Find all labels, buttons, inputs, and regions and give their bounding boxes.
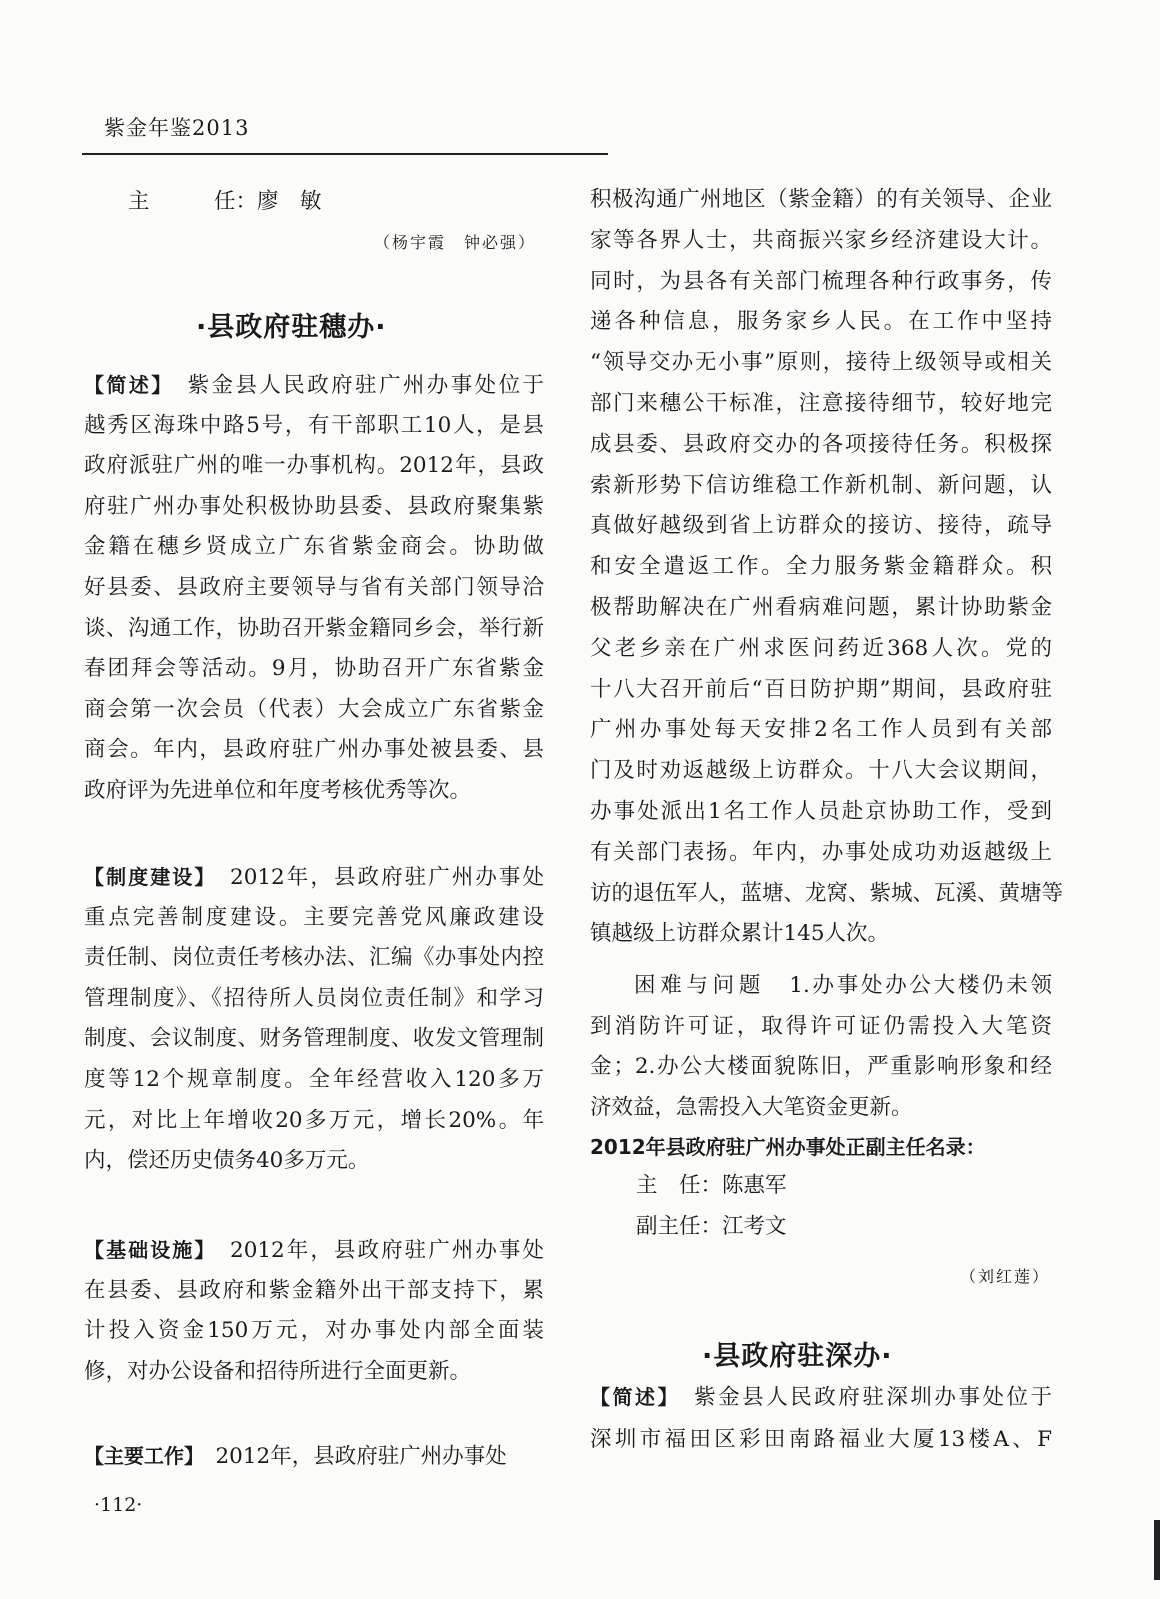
text-line: 政府派驻广州的唯一办事机构。2012年，县政 xyxy=(84,453,544,479)
text-span: 紫金县人民政府驻深圳办事处位于 xyxy=(670,1385,1052,1410)
director-line xyxy=(128,187,322,217)
roster-name: 陈惠军 xyxy=(722,1173,787,1198)
text-line xyxy=(84,1441,507,1472)
section-tag: 【简述】 xyxy=(590,1385,671,1409)
text-span: 2012年，县政府驻广州办事处 xyxy=(194,1444,507,1469)
text-span: 紫金县人民政府驻广州办事处位于 xyxy=(163,373,544,398)
text-line: 积极沟通广州地区（紫金籍）的有关领导、企业 xyxy=(590,187,1052,212)
text-line: 索新形势下信访维稳工作新机制、新问题，认 xyxy=(590,472,1052,498)
text-line: “领导交办无小事”原则，接待上级领导或相关 xyxy=(590,350,1052,376)
text-span: 1.办事处办公大楼仍未领 xyxy=(765,973,1052,998)
section-title-shenzhen: ·县政府驻深办· xyxy=(702,1341,893,1372)
text-line xyxy=(590,1382,1052,1413)
text-span: 2012年，县政府驻广州办事处 xyxy=(206,865,545,890)
inline-label: 困难与问题 xyxy=(634,973,766,998)
section-tag: 【制度建设】 xyxy=(84,865,207,889)
text-line: 父老乡亲在广州求医问药近368人次。党的 xyxy=(590,635,1052,661)
text-line xyxy=(634,971,1052,1001)
text-line: 政府评为先进单位和年度考核优秀等次。 xyxy=(84,778,472,803)
text-line: 春团拜会等活动。9月，协助召开广东省紫金 xyxy=(84,656,544,682)
director-label: 主 任： xyxy=(128,189,258,214)
running-title: 紫金年鉴2013 xyxy=(104,116,250,140)
text-line: 重点完善制度建设。主要完善党风廉政建设 xyxy=(84,904,544,930)
text-line: 越秀区海珠中路5号，有干部职工10人，是县 xyxy=(84,412,544,438)
text-line: 金籍在穗乡贤成立广东省紫金商会。协助做 xyxy=(84,534,544,560)
text-line: 深圳市福田区彩田南路福业大厦13楼A、F xyxy=(590,1427,1052,1452)
text-line: 谈、沟通工作，协助召开紫金籍同乡会，举行新 xyxy=(84,615,544,641)
bottom-signature: （刘红莲） xyxy=(960,1267,1051,1286)
text-line: 管理制度》、《招待所人员岗位责任制》和学习 xyxy=(84,985,544,1011)
text-line: 济效益，急需投入大笔资金更新。 xyxy=(590,1094,913,1120)
roster-item-director xyxy=(636,1171,787,1201)
text-line: 商会。年内，县政府驻广州办事处被县委、县 xyxy=(84,737,544,763)
text-line xyxy=(84,370,544,401)
text-line: 内，偿还历史债务40多万元。 xyxy=(84,1148,370,1174)
text-line: 成县委、县政府交办的各项接待任务。积极探 xyxy=(590,431,1052,457)
text-line: 部门来穗公干标准，注意接待细节，较好地完 xyxy=(590,391,1052,416)
text-line: 和安全遣返工作。全力服务紫金籍群众。积 xyxy=(590,554,1052,580)
text-line: 办事处派出1名工作人员赴京协助工作，受到 xyxy=(590,799,1052,824)
roster-title: 2012年县政府驻广州办事处正副主任名录： xyxy=(590,1135,986,1159)
roster-item-deputy xyxy=(636,1212,787,1242)
top-signature: （杨宇霞 钟必强） xyxy=(374,233,537,252)
text-line: 有关部门表扬。年内，办事处成功劝返越级上 xyxy=(590,839,1052,865)
roster-name: 江考文 xyxy=(722,1214,787,1239)
text-span: 2012年，县政府驻广州办事处 xyxy=(206,1238,545,1263)
text-line: 度等12个规章制度。全年经营收入120多万 xyxy=(84,1067,544,1092)
text-line xyxy=(84,1235,544,1266)
header-rule xyxy=(82,153,608,155)
text-line: 镇越级上访群众累计145人次。 xyxy=(590,921,890,947)
text-line: 金；2.办公大楼面貌陈旧，严重影响形象和经 xyxy=(590,1054,1052,1080)
text-line: 责任制、岗位责任考核办法、汇编《办事处内控 xyxy=(84,945,544,971)
text-line: 计投入资金150万元，对办事处内部全面装 xyxy=(84,1318,544,1344)
text-line: 广州办事处每天安排2名工作人员到有关部 xyxy=(590,717,1052,743)
text-line: 真做好越级到省上访群众的接访、接待，疏导 xyxy=(590,513,1052,539)
text-line: 递各种信息，服务家乡人民。在工作中坚持 xyxy=(590,309,1052,335)
text-line: 极帮助解决在广州看病难问题，累计协助紫金 xyxy=(590,595,1052,620)
section-title-guangzhou: ·县政府驻穗办· xyxy=(196,312,387,343)
section-tag: 【基础设施】 xyxy=(84,1238,207,1262)
text-line: 在县委、县政府和紫金籍外出干部支持下，累 xyxy=(84,1277,544,1303)
scan-edge-mark xyxy=(1154,1520,1160,1580)
section-tag: 【简述】 xyxy=(84,373,164,397)
text-line: 十八大召开前后“百日防护期”期间，县政府驻 xyxy=(590,676,1052,702)
text-line: 到消防许可证，取得许可证仍需投入大笔资 xyxy=(590,1013,1052,1039)
text-line: 府驻广州办事处积极协助县委、县政府聚集紫 xyxy=(84,493,544,519)
roster-role: 副主任： xyxy=(636,1214,723,1239)
text-line: 商会第一次会员（代表）大会成立广东省紫金 xyxy=(84,696,544,722)
text-line: 家等各界人士，共商振兴家乡经济建设大计。 xyxy=(590,227,1052,253)
text-line: 访的退伍军人，蓝塘、龙窝、紫城、瓦溪、黄塘等 xyxy=(590,880,1064,906)
text-line: 同时，为县各有关部门梳理各种行政事务，传 xyxy=(590,268,1052,294)
text-line: 元，对比上年增收20多万元，增长20%。年 xyxy=(84,1107,544,1133)
text-line: 制度、会议制度、财务管理制度、收发文管理制 xyxy=(84,1026,544,1052)
text-line xyxy=(84,862,544,893)
section-tag: 【主要工作】 xyxy=(84,1444,194,1468)
text-line: 修，对办公设备和招待所进行全面更新。 xyxy=(84,1358,472,1384)
director-name: 廖 敏 xyxy=(257,189,322,214)
text-line: 门及时劝返越级上访群众。十八大会议期间， xyxy=(590,758,1052,784)
text-line: 好县委、县政府主要领导与省有关部门领导洽 xyxy=(84,575,544,600)
roster-role: 主 任： xyxy=(636,1173,723,1198)
page-number: ·112· xyxy=(94,1494,143,1516)
